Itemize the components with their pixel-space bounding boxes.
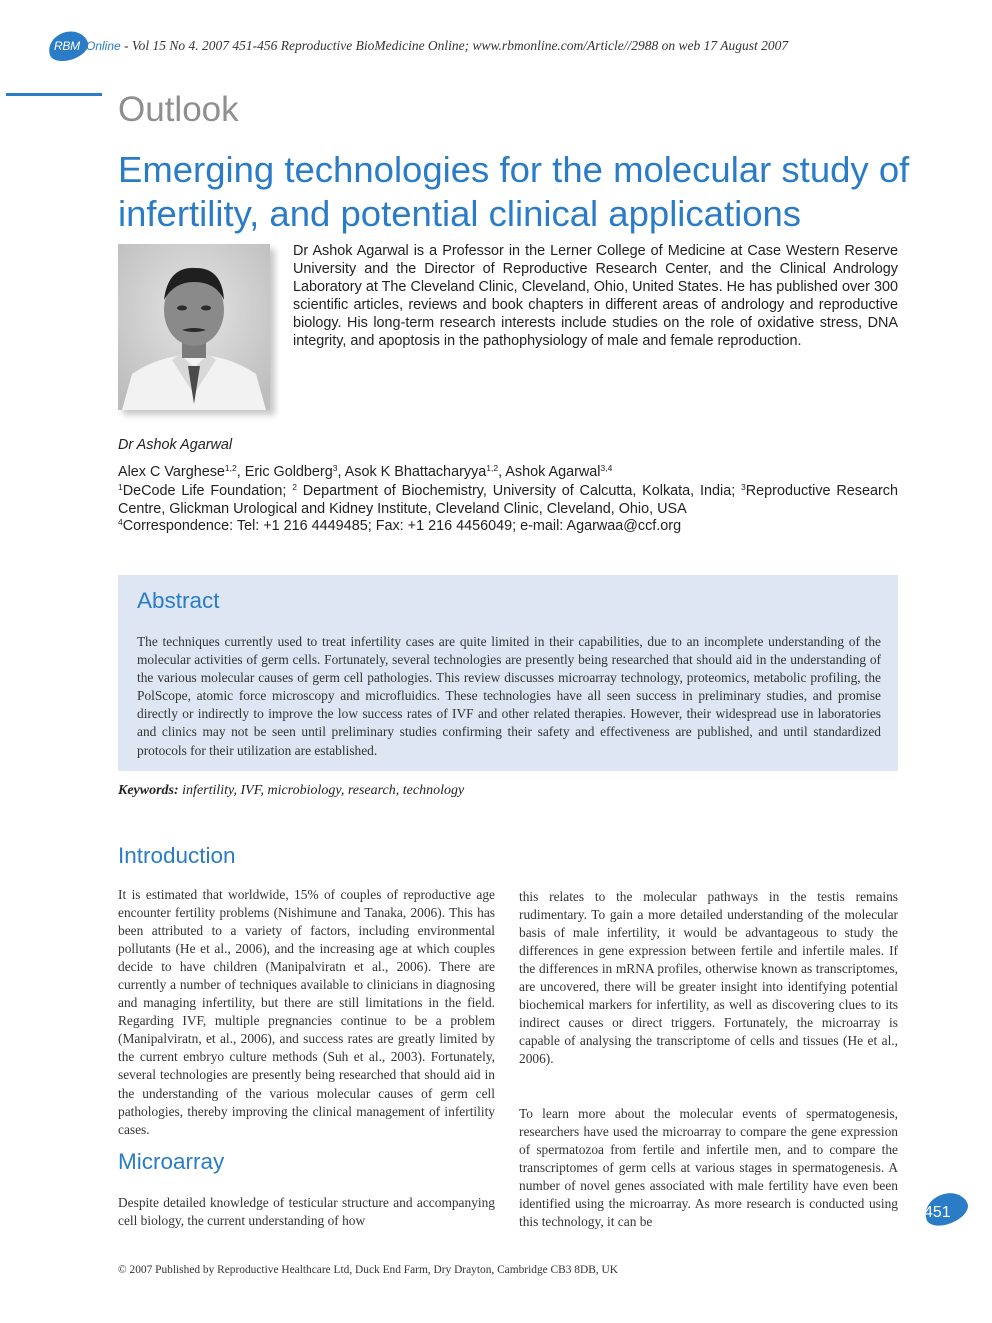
microarray-heading: Microarray	[118, 1149, 225, 1174]
author-affiliation-ref: 3,4	[600, 463, 613, 473]
author-bio: Dr Ashok Agarwal is a Professor in the Lerner College of Medicine at Case Western Reserve University and the Director of Reproductive Research Center, and the Clinical Andrology Laboratory at The Cleveland Clinic, Cleveland, Ohio, United States. He has published over 300 scientific articles, reviews and book chapters in different areas of andrology and reproductive biology. His long-term research interests include studies on the role of oxidative stress, DNA integrity, and apoptosis in the pathophysiology of male and female reproduction.	[293, 243, 898, 350]
logo-prefix: RBM	[54, 39, 80, 53]
journal-logo	[48, 30, 120, 62]
affiliation-marker: 2	[292, 482, 297, 492]
correspondence-marker: 4	[118, 517, 123, 527]
microarray-body: Despite detailed knowledge of testicular structure and accompanying cell biology, the current understanding of how	[118, 1195, 495, 1229]
abstract-body: The techniques currently used to treat infertility cases are quite limited in their capabilities, due to an incomplete understanding of the molecular activities of germ cells. Fortunately, several technologies are presently being researched that should aid in the understanding of the various molecular causes of germ cell pathologies. This review discusses microarray technology, proteomics, metabolic profiling, the PolScope, atomic force microscopy and microfluidics. These technologies have all seen success in preliminary studies, and promise directly or indirectly to improve the low success rates of IVF and other related therapies. However, their widespread use in laboratories and clinics may not be seen until preliminary studies confirming their safety and effectiveness are published, and until standardized protocols for their utilization are established.	[137, 634, 881, 758]
author-portrait-image	[118, 244, 270, 410]
keywords	[118, 783, 464, 799]
author-affiliation-ref: 1,2	[224, 463, 237, 473]
keywords-label: Keywords:	[118, 783, 179, 798]
author-name: Alex C Varghese	[118, 464, 225, 480]
introduction-heading: Introduction	[118, 843, 236, 868]
photo-caption: Dr Ashok Agarwal	[118, 437, 233, 453]
right-column-paragraph: this relates to the molecular pathways in the testis remains rudimentary. To gain a more detailed understanding of the molecular basis of male infertility, it would be advantageous to study the differences in gene expression between fertile and infertile males. If the differences in mRNA profiles, otherwise known as transcriptomes, are uncovered, there will be greater insight into identifying potential biochemical markers for infertility, as well as discovering clues to its indirect causes or direct triggers. Fortunately, the microarray is capable of analysing the transcriptome of cells and tissues (He et al., 2006).	[519, 889, 898, 1067]
keywords-list: infertility, IVF, microbiology, research, technology	[182, 783, 465, 798]
author-name: Ashok Agarwal	[505, 464, 601, 480]
page-number-badge	[922, 1192, 972, 1228]
affiliation-marker: 3	[741, 482, 746, 492]
article-title: Emerging technologies for the molecular study of infertility, and potential clinical applications	[118, 149, 910, 234]
logo-suffix: Online	[86, 39, 121, 53]
affiliation-marker: 1	[118, 482, 123, 492]
journal-citation: - Vol 15 No 4. 2007 451-456 Reproductive BioMedicine Online; www.rbmonline.com/Article//2988 on web 17 August 2007	[124, 38, 789, 53]
correspondence-text: Correspondence: Tel: +1 216 4449485; Fax: +1 216 4456049; e-mail: Agarwaa@ccf.org	[122, 518, 682, 534]
author-name: Eric Goldberg	[244, 464, 333, 480]
right-column-paragraph: To learn more about the molecular events of spermatogenesis, researchers have used the microarray to compare the gene expression of spermatozoa from fertile and infertile men, and to compare the transcriptomes of germ cells at various stages in spermatogenesis. A number of novel genes associated with male fertility have even been identified using the microarray. As more research is conducted using this technology, it can be	[519, 1106, 898, 1230]
affiliations	[118, 482, 898, 518]
copyright-footer: © 2007 Published by Reproductive Healthcare Ltd, Duck End Farm, Dry Drayton, Cambridge CB3 8DB, UK	[118, 1264, 618, 1276]
affiliation-text: Department of Biochemistry, University of Calcutta, Kolkata, India;	[296, 483, 742, 499]
author-photo	[118, 244, 270, 410]
section-rule	[6, 93, 102, 96]
affiliation-text: DeCode Life Foundation;	[122, 483, 293, 499]
section-label: Outlook	[118, 90, 239, 129]
author-list: Alex C Varghese$^{1,2}$, Eric Goldberg$^3$, Asok K Bhattacharyya$^{1,2}$, Ashok Agarwal$^{3,4}$	[118, 463, 613, 480]
introduction-body: It is estimated that worldwide, 15% of couples of reproductive age encounter fertility problems (Nishimune and Tanaka, 2006). This has been attributed to a variety of factors, including environmental pollutants (He et al., 2006), and the increasing age at which couples decide to have children (Manipalviratn et al., 2006). There are currently a number of techniques available to clinicians in diagnosing and managing infertility, but there are still limitations in the field. Regarding IVF, multiple pregnancies continue to be a problem (Manipalviratn, et al., 2006), and success rates are greatly limited by the current embryo culture methods (Suh et al., 2003). Fortunately, several technologies are presently being researched that should aid in the understanding of the various molecular causes of germ cell pathologies, thereby improving the clinical management of infertility cases.	[118, 887, 495, 1137]
page-number: 451	[924, 1204, 951, 1221]
correspondence	[118, 518, 681, 534]
abstract-heading: Abstract	[137, 588, 220, 613]
author-name: Asok K Bhattacharyya	[344, 464, 487, 480]
author-affiliation-ref: 1,2	[486, 463, 499, 473]
affiliation-text: Reproductive Research Centre, Glickman Urological and Kidney Institute, Cleveland Clinic, Cleveland, Ohio, USA	[118, 483, 898, 518]
author-affiliation-ref: 3	[332, 463, 338, 473]
